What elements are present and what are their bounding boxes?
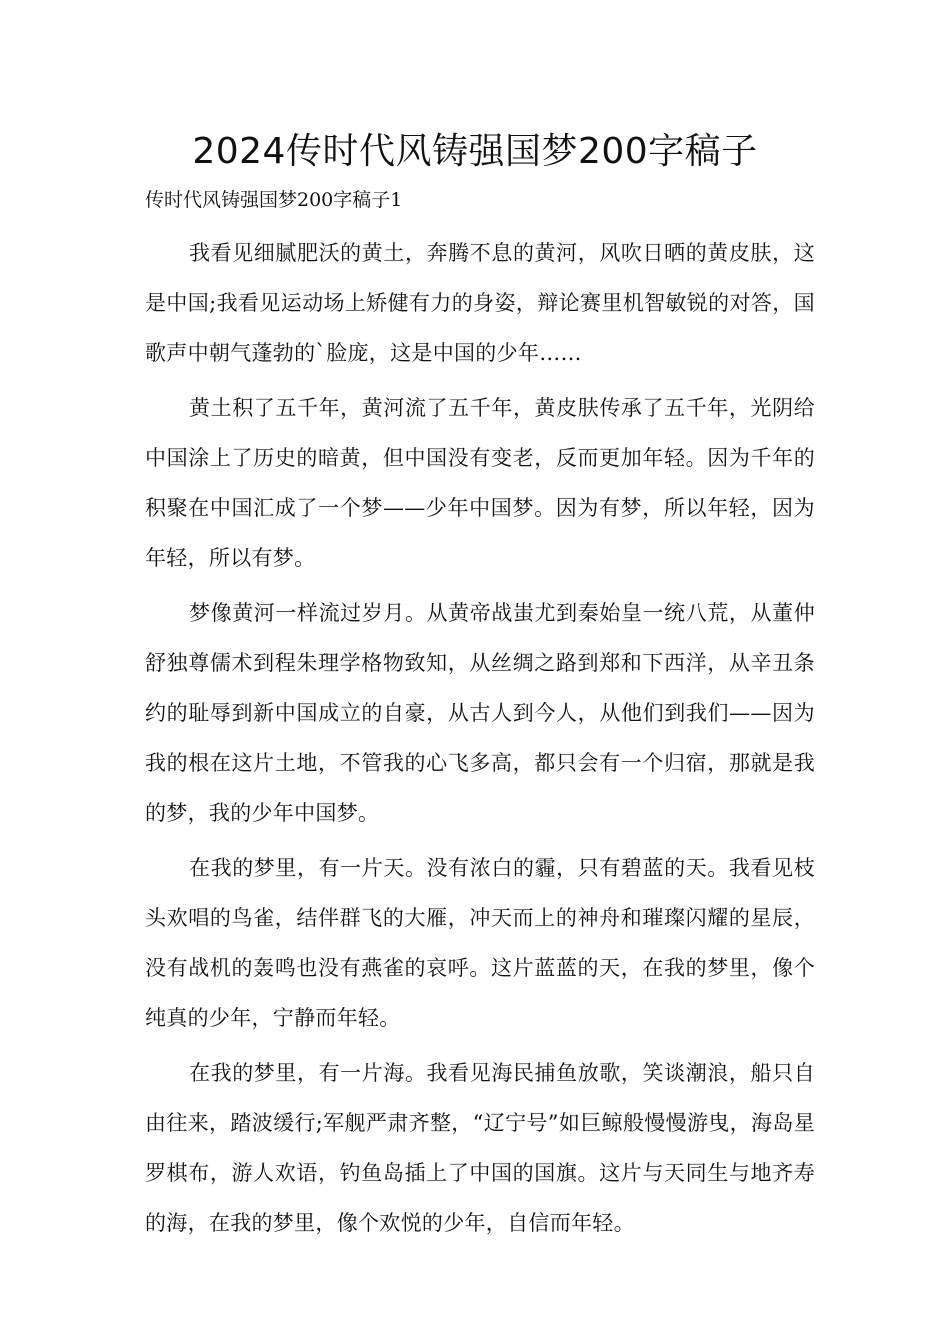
paragraph: 黄土积了五千年，黄河流了五千年，黄皮肤传承了五千年，光阴给中国涂上了历史的暗黄，但中国没有变老，反而更加年轻。因为千年的积聚在中国汇成了一个梦——少年中国梦。因为有梦，所以年轻，因为年轻，所以有梦。: [145, 396, 815, 570]
document-body: [145, 228, 815, 1253]
document-subtitle: 传时代风铸强国梦200字稿子1: [145, 189, 403, 211]
paragraph: 在我的梦里，有一片天。没有浓白的霾，只有碧蓝的天。我看见枝头欢唱的鸟雀，结伴群飞的大雁，冲天而上的神舟和璀璨闪耀的星辰，没有战机的轰鸣也没有燕雀的哀呼。这片蓝蓝的天，在我的梦里，像个纯真的少年，宁静而年轻。: [145, 856, 815, 1030]
paragraph: 我看见细腻肥沃的黄土，奔腾不息的黄河，风吹日晒的黄皮肤，这是中国;我看见运动场上矫健有力的身姿，辩论赛里机智敏锐的对答，国歌声中朝气蓬勃的`脸庞，这是中国的少年……: [145, 241, 815, 365]
paragraph: 梦像黄河一样流过岁月。从黄帝战蚩尤到秦始皇一统八荒，从董仲舒独尊儒术到程朱理学格物致知，从丝绸之路到郑和下西洋，从辛丑条约的耻辱到新中国成立的自豪，从古人到今人，从他们到我们——因为我的根在这片土地，不管我的心飞多高，都只会有一个归宿，那就是我的梦，我的少年中国梦。: [145, 601, 815, 825]
paragraph: 在我的梦里，有一片海。我看见海民捕鱼放歌，笑谈潮浪，船只自由往来，踏波缓行;军舰严肃齐整，“辽宁号”如巨鲸般慢慢游曳，海岛星罗棋布，游人欢语，钓鱼岛插上了中国的国旗。这片与天同生与地齐寿的海，在我的梦里，像个欢悦的少年，自信而年轻。: [145, 1061, 815, 1235]
document-title: 2024传时代风铸强国梦200字稿子: [192, 131, 758, 172]
